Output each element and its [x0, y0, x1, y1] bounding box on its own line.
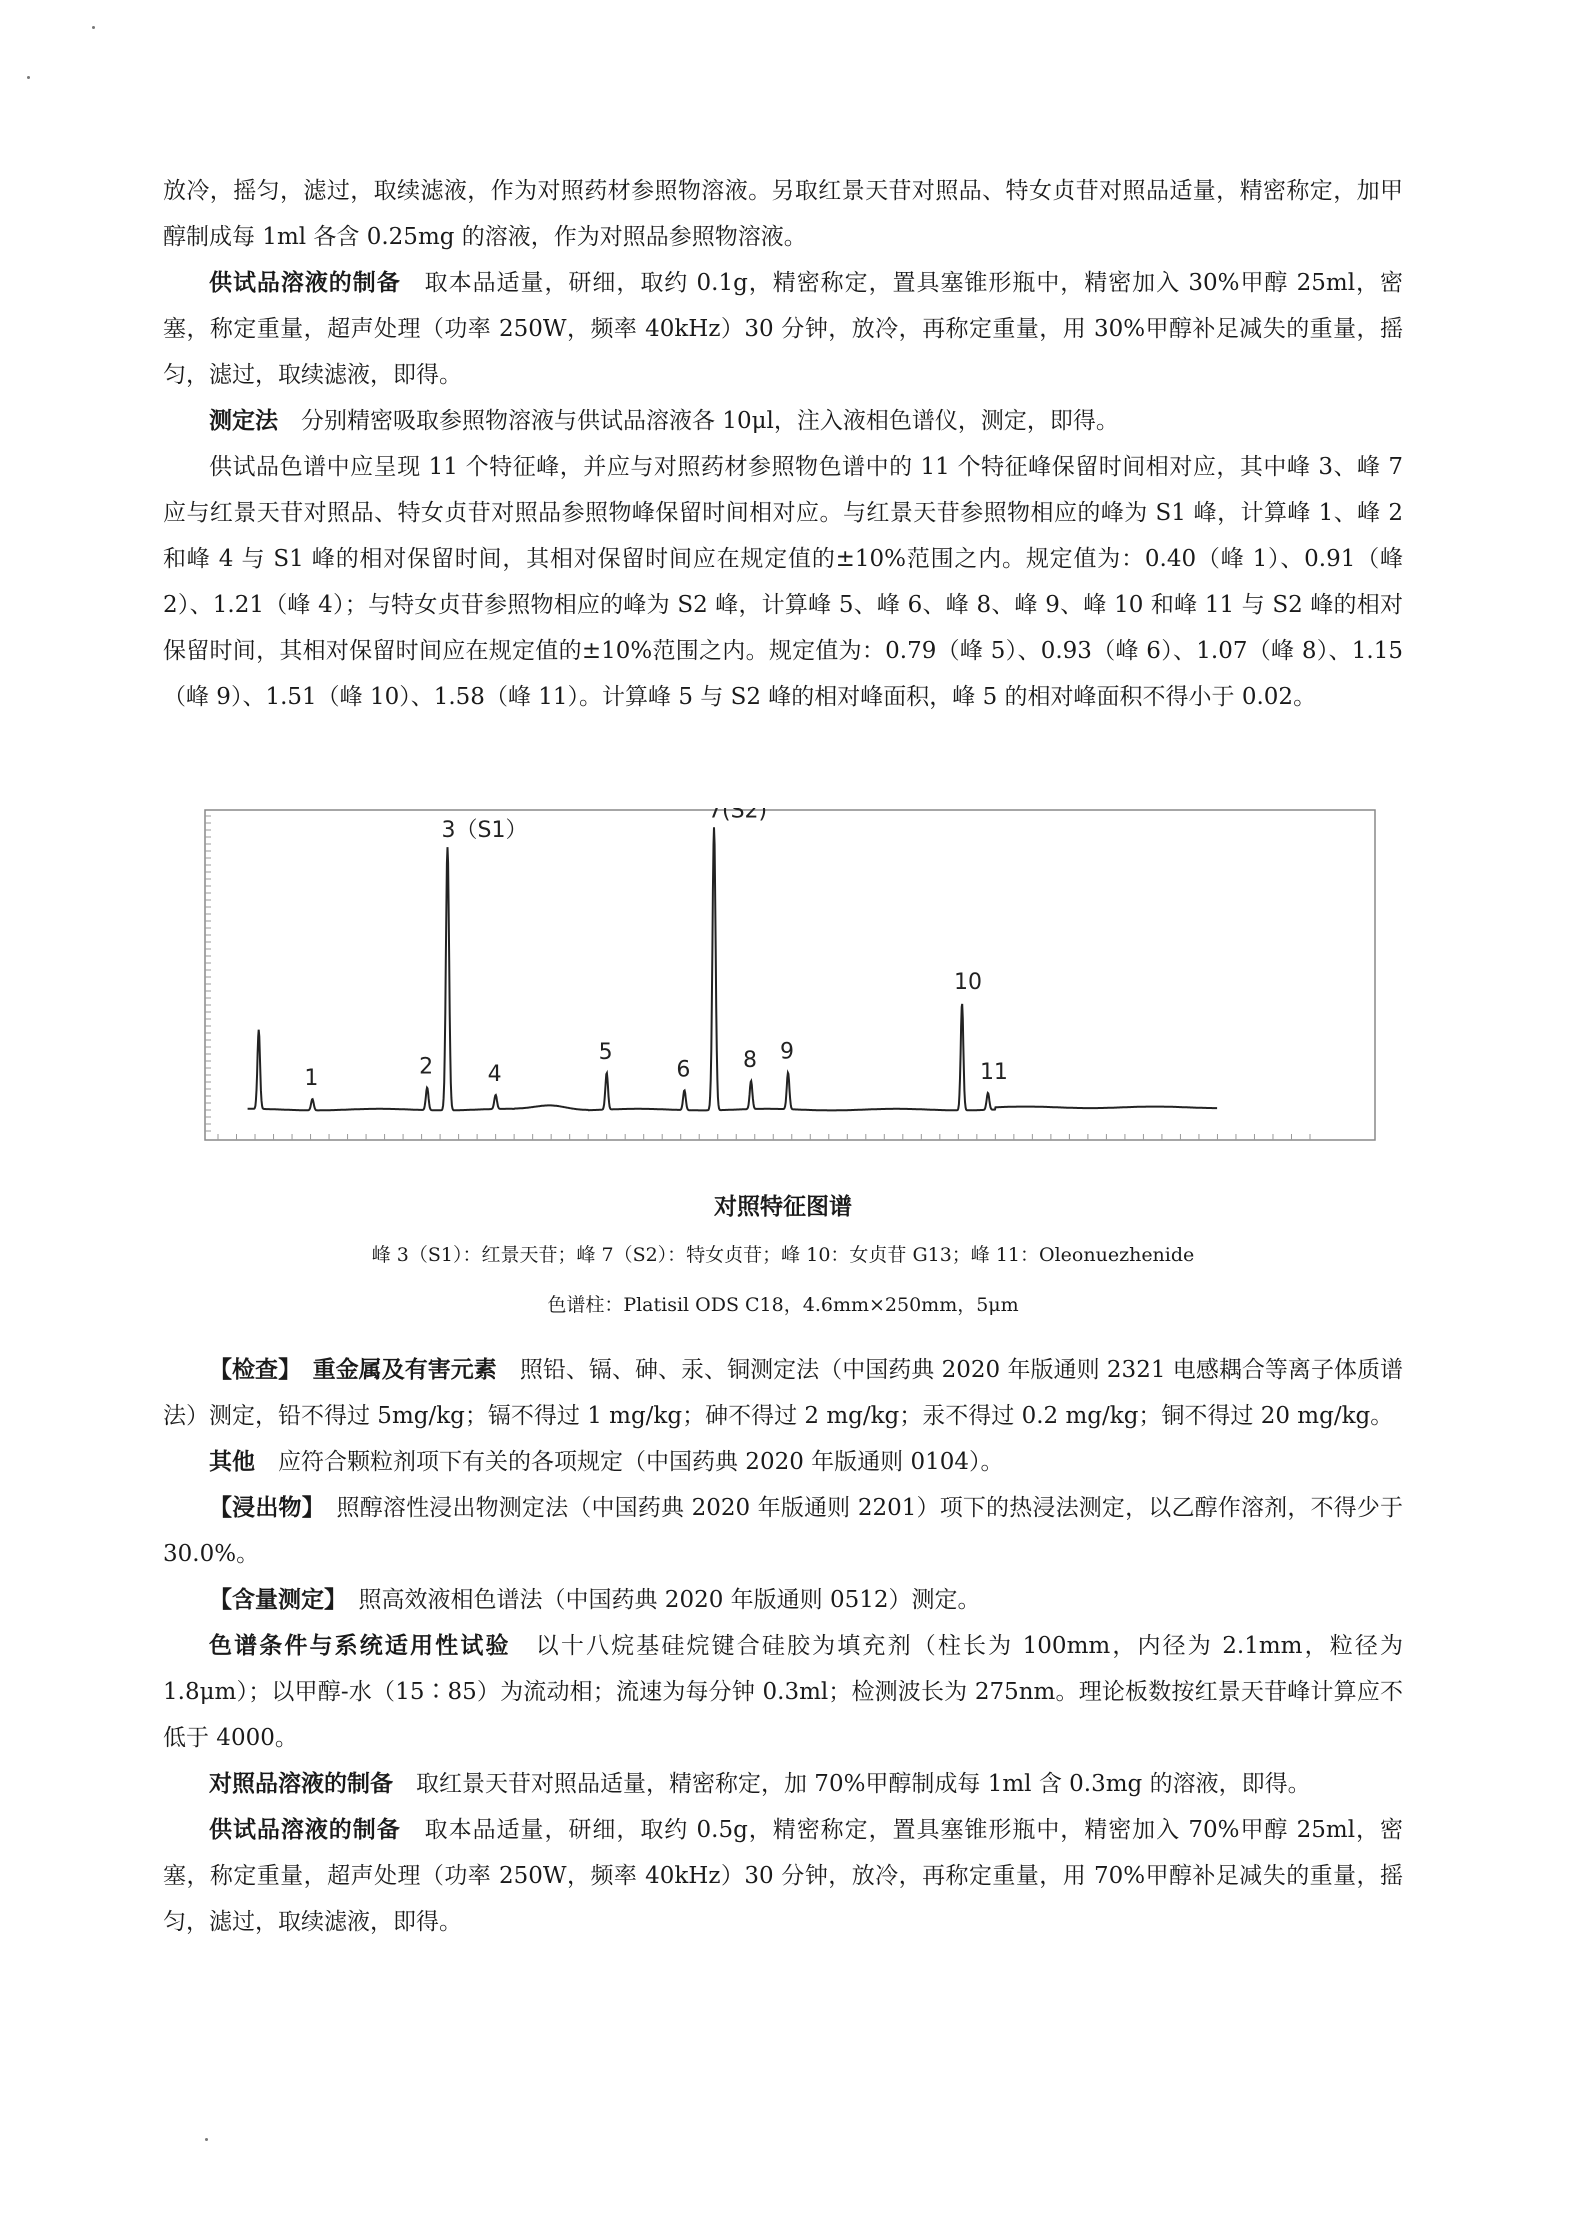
paragraph-text: 取本品适量，研细，取约 0.1g，精密称定，置具塞锥形瓶中，精密加入 30%甲醇 25ml，密塞，称定重量，超声处理（功率 250W，频率 40kHz）30 分钟，放冷，再称定重量，用 30%甲醇补足减失的重量，摇匀，滤过，取续滤液，即得。 [163, 270, 1403, 388]
paragraph-heading: 其他 [209, 1449, 255, 1475]
paragraph [163, 444, 1403, 720]
x-axis-ticks [218, 1134, 1310, 1140]
paragraph-text: 以十八烷基硅烷键合硅胶为填充剂（柱长为 100mm，内径为 2.1mm，粒径为 1.8μm）；以甲醇-水（15∶85）为流动相；流速为每分钟 0.3ml；检测波长为 275nm。理论板数按红景天苷峰计算应不低于 4000。 [163, 1633, 1404, 1751]
scan-speck [27, 76, 30, 79]
paragraph [163, 1577, 1403, 1623]
figure-legend-line: 峰 3（S1）：红景天苷；峰 7（S2）：特女贞苷；峰 10：女贞苷 G13；峰 11：Oleonuezhenide [371, 1244, 1195, 1266]
chromatogram-chart [190, 808, 1390, 1153]
y-axis-ticks [205, 816, 211, 1131]
paragraph-text: 取红景天苷对照品适量，精密称定，加 70%甲醇制成每 1ml 含 0.3mg 的溶液，即得。 [393, 1771, 1311, 1797]
paragraph [163, 260, 1403, 398]
paragraph-text: 分别精密吸取参照物溶液与供试品溶液各 10μl，注入液相色谱仪，测定，即得。 [278, 408, 1119, 434]
paragraph [163, 1761, 1403, 1807]
peak-label: 8 [743, 1047, 758, 1073]
paragraph-text: 取本品适量，研细，取约 0.5g，精密称定，置具塞锥形瓶中，精密加入 70%甲醇 25ml，密塞，称定重量，超声处理（功率 250W，频率 40kHz）30 分钟，放冷，再称定重量，用 70%甲醇补足减失的重量，摇匀，滤过，取续滤液，即得。 [163, 1817, 1403, 1935]
section-heading: 【浸出物】 [209, 1495, 314, 1521]
peak-label: 9 [780, 1039, 795, 1065]
paragraph [163, 168, 1403, 260]
paragraph-text: 供试品色谱中应呈现 11 个特征峰，并应与对照药材参照物色谱中的 11 个特征峰保留时间相对应，其中峰 3、峰 7 应与红景天苷对照品、特女贞苷对照品参照物峰保留时间相对应。与红景天苷参照物相应的峰为 S1 峰，计算峰 1、峰 2 和峰 4 与 S1 峰的相对保留时间，其相对保留时间应在规定值的±10%范围之内。规定值为：0.40（峰 1）、0.91（峰 2）、1.21（峰 4）；与特女贞苷参照物相应的峰为 S2 峰，计算峰 5、峰 6、峰 8、峰 9、峰 10 和峰 11 与 S2 峰的相对保留时间，其相对保留时间应在规定值的±10%范围之内。规定值为：0.79（峰 5）、0.93（峰 6）、1.07（峰 8）、1.15（峰 9）、1.51（峰 10）、1.58（峰 11）。计算峰 5 与 S2 峰的相对峰面积，峰 5 的相对峰面积不得小于 0.02。 [163, 454, 1403, 710]
peak-label: 4 [487, 1061, 502, 1087]
paragraph [163, 1807, 1403, 1945]
paragraph-heading: 供试品溶液的制备 [209, 1817, 401, 1843]
peak-label: 7(S2) [708, 808, 768, 824]
paragraph-text: 应符合颗粒剂项下有关的各项规定（中国药典 2020 年版通则 0104）。 [255, 1449, 1004, 1475]
section-heading: 【检查】 [209, 1357, 290, 1383]
scan-speck [92, 26, 95, 29]
body-text-bottom [163, 1347, 1403, 1945]
paragraph-text: 照醇溶性浸出物测定法（中国药典 2020 年版通则 2201）项下的热浸法测定，以乙醇作溶剂，不得少于 30.0%。 [163, 1495, 1404, 1567]
paragraph [163, 1439, 1403, 1485]
section-heading: 【含量测定】 [209, 1587, 336, 1613]
chromatogram-trace [248, 827, 1218, 1110]
figure-column-line: 色谱柱：Platisil ODS C18，4.6mm×250mm，5μm [547, 1294, 1019, 1316]
scan-speck [205, 2138, 208, 2141]
peak-label: 6 [676, 1057, 691, 1083]
paragraph-heading: 重金属及有害元素 [289, 1357, 497, 1383]
peak-label: 10 [954, 969, 983, 995]
paragraph-heading: 测定法 [209, 408, 278, 434]
peak-label: 3（S1） [441, 818, 528, 844]
peak-labels [304, 808, 1008, 1091]
paragraph-text: 放冷，摇匀，滤过，取续滤液，作为对照药材参照物溶液。另取红景天苷对照品、特女贞苷对照品适量，精密称定，加甲醇制成每 1ml 各含 0.25mg 的溶液，作为对照品参照物溶液。 [163, 178, 1403, 250]
peak-label: 11 [979, 1059, 1008, 1085]
paragraph [163, 1623, 1403, 1761]
paragraph [163, 1347, 1403, 1439]
paragraph [163, 398, 1403, 444]
body-text-top [163, 168, 1403, 720]
chromatogram-figure [190, 808, 1390, 1153]
peak-label: 1 [304, 1066, 319, 1092]
paragraph-heading: 对照品溶液的制备 [209, 1771, 393, 1797]
peak-label: 2 [419, 1054, 434, 1080]
paragraph-heading: 色谱条件与系统适用性试验 [209, 1633, 511, 1659]
paragraph-heading: 供试品溶液的制备 [209, 270, 401, 296]
paragraph-text: 照铅、镉、砷、汞、铜测定法（中国药典 2020 年版通则 2321 电感耦合等离子体质谱法）测定，铅不得过 5mg/kg；镉不得过 1 mg/kg；砷不得过 2 mg/kg；汞不得过 0.2 mg/kg；铜不得过 20 mg/kg。 [163, 1357, 1404, 1429]
peak-label: 5 [598, 1039, 613, 1065]
figure-title: 对照特征图谱 [714, 1194, 852, 1220]
paragraph-text: 照高效液相色谱法（中国药典 2020 年版通则 0512）测定。 [335, 1587, 981, 1613]
paragraph [163, 1485, 1403, 1577]
